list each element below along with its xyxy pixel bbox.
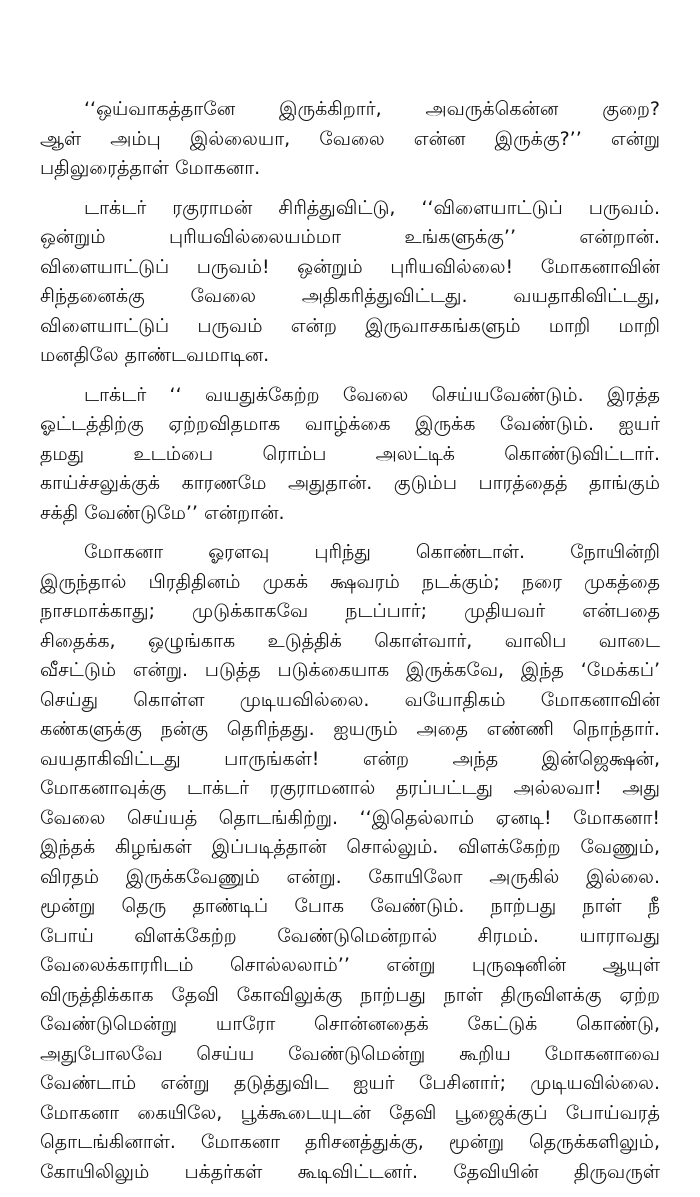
text-line: மனதிலே தாண்டவமாடின. [40, 344, 270, 366]
paragraph-3 [40, 381, 660, 529]
paragraph-4 [40, 538, 660, 1187]
text-line: கோயிலிலும் பக்தர்கள் கூடிவிட்டனர். தேவியின் திருவருள் [40, 1160, 660, 1183]
text-line: விளையாட்டுப் பருவம்! ஒன்றும் புரியவில்லை! மோகனாவின் [40, 255, 660, 278]
paragraph-1 [40, 95, 660, 184]
text-line: அதுபோலவே செய்ய வேண்டுமென்று கூறிய மோகனாவை [40, 1042, 660, 1065]
text-line: விருத்திக்காக தேவி கோவிலுக்கு நாற்பது நாள் திருவிளக்கு ஏற்ற [40, 983, 660, 1006]
text-line: கண்களுக்கு நன்கு தெரிந்தது. ஐயரும் அதை எண்ணி நொந்தார். [40, 718, 660, 740]
text-line: சக்தி வேண்டுமே’’ என்றான். [40, 501, 285, 524]
text-line: நாசமாக்காது; முடுக்காகவே நடப்பார்; முதியவர் என்பதை [40, 600, 660, 622]
text-line: போய் விளக்கேற்ற வேண்டுமென்றால் சிரமம். யாராவது [40, 924, 660, 947]
text-line: சிதைக்க, ஒழுங்காக உடுத்திக் கொள்வார், வாலிப வாடை [40, 629, 660, 652]
text-line: ஓட்டத்திற்கு ஏற்றவிதமாக வாழ்க்கை இருக்க வேண்டும். ஐயர் [40, 413, 660, 435]
paragraph-2 [40, 194, 660, 371]
text-line: ‘‘ஒய்வாகத்தானே இருக்கிறார், அவருக்கென்ன குறை? [84, 98, 660, 120]
text-line: வயதாகிவிட்டது பாருங்கள்! என்ற அந்த இன்ஜெக்ஷன், [40, 747, 660, 770]
text-line: ஒன்றும் புரியவில்லையம்மா உங்களுக்கு’’ என்றான். [40, 226, 660, 248]
text-line: தமது உடம்பை ரொம்ப அலட்டிக் கொண்டுவிட்டார். [40, 442, 660, 465]
text-line: செய்து கொள்ள முடியவில்லை. வயோதிகம் மோகனாவின் [40, 688, 660, 711]
text-line: மூன்று தெரு தாண்டிப் போக வேண்டும். நாற்பது நாள் நீ [40, 895, 660, 917]
text-line: பதிலுரைத்தாள் மோகனா. [40, 157, 261, 179]
text-line: வேண்டாம் என்று தடுத்துவிட ஐயர் பேசினார்; முடியவில்லை. [40, 1072, 660, 1094]
text-line: விரதம் இருக்கவேணும் என்று. கோயிலோ அருகில் இல்லை. [40, 865, 660, 888]
text-line: மோகனா ஓரளவு புரிந்து கொண்டாள். நோயின்றி [84, 541, 660, 563]
text-line: விளையாட்டுப் பருவம் என்ற இருவாசகங்களும் மாறி மாறி [40, 314, 660, 337]
text-line: சிந்தனைக்கு வேலை அதிகரித்துவிட்டது. வயதாகிவிட்டது, [40, 285, 660, 307]
text-line: டாக்டர் ரகுராமன் சிரித்துவிட்டு, ‘‘விளையாட்டுப் பருவம். [84, 196, 660, 219]
text-line: வீசட்டும் என்று. படுத்த படுக்கையாக இருக்கவே, இந்த ‘மேக்கப்’ [40, 659, 660, 681]
text-line: தொடங்கினாள். மோகனா தரிசனத்துக்கு, மூன்று தெருக்களிலும், [40, 1131, 660, 1153]
text-line: வேண்டுமென்று யாரோ சொன்னதைக் கேட்டுக் கொண்டு, [40, 1013, 660, 1035]
text-line: வேலை செய்யத் தொடங்கிற்று. ‘‘இதெல்லாம் ஏனடி! மோகனா! [40, 806, 660, 829]
text-line: இருந்தால் பிரதிதினம் முகக் க்ஷவரம் நடக்கும்; நரை முகத்தை [40, 570, 660, 593]
book-page [40, 95, 660, 1197]
text-line: காய்ச்சலுக்குக் காரணமே அதுதான். குடும்ப பாரத்தைத் தாங்கும் [40, 472, 660, 494]
text-line: இந்தக் கிழங்கள் இப்படித்தான் சொல்லும். விளக்கேற்ற வேணும், [40, 836, 660, 858]
text-line: ஆள் அம்பு இல்லையா, வேலை என்ன இருக்கு?’’ என்று [40, 127, 660, 150]
text-line: வேலைக்காரரிடம் சொல்லலாம்’’ என்று புருஷனின் ஆயுள் [40, 954, 660, 976]
text-line: மோகனா கையிலே, பூக்கூடையுடன் தேவி பூஜைக்குப் போய்வரத் [40, 1101, 660, 1124]
text-line: டாக்டர் ‘‘ வயதுக்கேற்ற வேலை செய்யவேண்டும். இரத்த [84, 383, 660, 406]
text-line: மோகனாவுக்கு டாக்டர் ரகுராமனால் தரப்பட்டது அல்லவா! அது [40, 777, 660, 799]
